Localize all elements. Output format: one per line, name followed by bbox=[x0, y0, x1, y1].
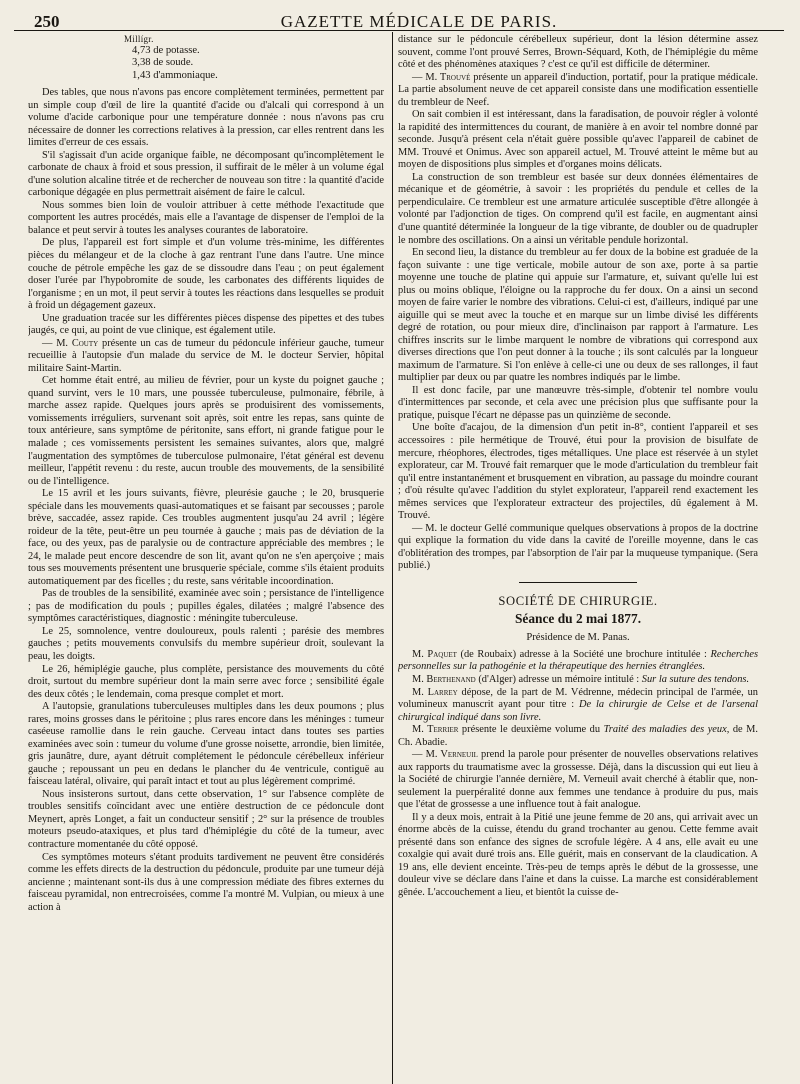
paragraph: La construction de son trembleur est basée sur deux données élémentaires de mécanique et de géométrie, à savoir : les propriétés du pendule et celles de la perpendiculaire. Ce trembleur est une armature articulée susceptible d'être allongée à volonté par l'adjonction de tiges. On comprend qu'il est facile, en augmentant ainsi d'une quantité déterminée la longueur de la tige vibrante, de doubler ou de quadrupler le nombre des oscillations. On a ainsi un véritable pendule horizontal. bbox=[398, 171, 758, 246]
speaker-name: M. Berthenand bbox=[412, 673, 476, 685]
paragraph: Nous insisterons surtout, dans cette observation, 1° sur l'absence complète de troubles sensitifs coïncidant avec une entière destruction de ce pédoncule dont Meynert, après Longet, a fait un conducteur sensitif ; 2° sur la présence de troubles moteurs pseudo-ataxiques, et plus tard d'hémiplégie du côté de la tumeur, avec contracture momentanée du côté opposé. bbox=[28, 788, 384, 850]
paragraph: — M. le docteur Gellé communique quelques observations à propos de la doctrine qui explique la formation du vide dans la cavité de l'oreille moyenne, dans le cas d'oblitération des trompes, par l'absorption de l'air par la muqueuse tympanique. (Sera publié.) bbox=[398, 522, 758, 572]
paragraph bbox=[398, 649, 758, 674]
paragraph: — M. Trouvé présente un appareil d'induction, portatif, pour la pratique médicale. La partie absolument neuve de cet appareil consiste dans une modification essentielle du trembleur de Neef. bbox=[398, 71, 758, 108]
paragraph: Nous sommes bien loin de vouloir attribuer à cette méthode l'exactitude que comportent les autres procédés, mais elle a l'avantage de dispenser de l'emploi de la balance et peut servir à toutes les analyses courantes de laboratoire. bbox=[28, 199, 384, 236]
speaker-name: M. Verneuil bbox=[425, 749, 478, 761]
paragraph-text: de M. Ch. Abadie. bbox=[398, 724, 758, 748]
paragraph bbox=[398, 674, 758, 687]
journal-title: GAZETTE MÉDICALE DE PARIS. bbox=[280, 12, 558, 31]
paragraph: Il est donc facile, par une manœuvre très-simple, d'obtenir tel nombre voulu d'intermittences par seconde, et cela avec une précision plus que suffisante pour la pratique, puisque l'écart ne dépasse pas un quinzième de seconde. bbox=[398, 384, 758, 421]
analysis-table bbox=[124, 34, 384, 82]
table-row: 1,43 d'ammoniaque. bbox=[132, 69, 218, 81]
paragraph: Pas de troubles de la sensibilité, examinée avec soin ; persistance de l'intelligence ; pas de modification du pouls ; pupilles égales, dilatées ; malgré l'absence des symptômes caractéristiques, diagnostic : méningite tuberculeuse. bbox=[28, 588, 384, 625]
right-column bbox=[398, 34, 758, 1082]
work-title: Traité des maladies des yeux, bbox=[603, 724, 730, 736]
paragraph: En second lieu, la distance du trembleur au fer doux de la bobine est graduée de la façon suivante : une tige verticale, mobile autour de son axe, porte à sa partie moyenne une touche de platine qui appuie sur l'armature, et, suivant qu'elle lui est plus ou moins oblique, l'éloigne ou la rapproche du fer doux. On a ainsi un second moyen de faire varier le nombre des vibrations. Celui-ci est, d'ailleurs, indiqué par une aiguille qui se meut avec la touche et en marque sur un limbe divisé les différents degré de rotation, ou pour mieux dire, d'inclinaison par rapport à l'armature. Les chiffres inscrits sur le limbe marquent le nombre de vibrations qui correspond aux diverses directions que l'on peut donner à la touche ; ils sont calculés par la longueur maximum de l'armature. Si l'on enlève à celle-ci une ou deux de ses rallonges, il faut multiplier par deux ou par quatre les nombres indiqués par le limbe. bbox=[398, 247, 758, 384]
paragraph-text: présente un cas de tumeur du pédoncule inférieur gauche, tumeur recueillie à l'autopsie d'un malade du service de M. le docteur Servier, hôpital militaire Saint-Martin. bbox=[28, 337, 384, 374]
column-divider bbox=[392, 32, 393, 1084]
paragraph: S'il s'agissait d'un acide organique faible, ne décomposant qu'incomplètement le carbonate de chaux à froid et sous pression, il suffirait de le mêler à un volume égal d'une solution alcaline titrée et de rechercher de nouveau son titre : la quantité d'acide carbonique dégagée en plus permettrait aisément de faire le calcul. bbox=[28, 149, 384, 199]
presidency-line: Présidence de M. Panas. bbox=[526, 632, 630, 644]
paragraph-text: communique quelques observations à propos de la doctrine qui explique la formation du vide dans la cavité de l'oreille moyenne, dans le cas d'oblitération des trompes, par l'absorption de l'air par la muqueuse tympanique. (Sera publié.) bbox=[398, 522, 758, 572]
paragraph-text: (de Roubaix) adresse à la Société une brochure intitulée : bbox=[456, 648, 711, 660]
table-row: 4,73 de potasse. bbox=[132, 44, 200, 56]
speaker-name: M. Paquet bbox=[412, 648, 457, 660]
work-title: Sur la suture des tendons. bbox=[641, 673, 750, 685]
header-rule bbox=[14, 30, 784, 31]
paragraph: Il y a deux mois, entrait à la Pitié une jeune femme de 20 ans, qui arrivait avec un énorme abcès de la cuisse, étendu du grand trochanter au genou. Cette femme avait présenté dans son enfance des signes de scrofule légère. A 4 ans, elle avait eu une coxalgie qui avait duré trois ans. Elle guérit, mais en conservant de la claudication. A 19 ans, elle devient enceinte. Très-peu de temps après le début de la grossesse, une douleur vive se déclare dans l'aine et dans la cuisse. La marche est considérablement gênée. L'accouchement a lieu, et bientôt la cuisse de- bbox=[398, 811, 758, 898]
speaker-name: M. le docteur Gellé bbox=[425, 522, 507, 534]
paragraph-text: dépose, de la part de M. Védrenne, médecin principal de l'armée, un volumineux manuscrit ayant pour titre : bbox=[398, 686, 758, 711]
paragraph-text: présente le deuxième volume du bbox=[458, 724, 604, 736]
paragraph: De plus, l'appareil est fort simple et d'un volume très-minime, les différentes pièces du mélangeur et de la cloche à gaz rentrant l'une dans l'autre. Une mince couche de pétrole empêche les gaz de se dissoudre dans l'eau ; on peut également doser l'urée par l'hypobromite de soude, les carbonates des différents liquides de l'organisme ; en un mot, il peut servir à toutes les réactions dans lesquelles se produit à froid un dégagement gazeux. bbox=[28, 237, 384, 312]
paragraph bbox=[398, 724, 758, 749]
speaker-name: M. Larrey bbox=[412, 686, 458, 698]
paragraph: Cet homme était entré, au milieu de février, pour un kyste du poignet gauche ; quand survint, vers le 10 mars, une poussée tuberculeuse, pulmonaire, fébrile, à marche assez rapide. Quelques jours après se produisirent des vomissements, vomissements irréguliers, survenant soit après, soit entre les repas, sans quinte de toux antérieure, sans symptôme de péritonite, sans effort, ni grande fatigue pour le malade ; ces vomissements persistent les semaines suivantes, alors que, malgré l'augmentation des symptômes de tuberculose pulmonaire, l'état général est devenu meilleur, l'appétit revenu : du reste, aucun trouble des mouvements, de la sensibilité ou de l'intelligence. bbox=[28, 375, 384, 487]
society-heading: SOCIÉTÉ DE CHIRURGIE. bbox=[498, 593, 658, 608]
table-row: 3,38 de soude. bbox=[132, 57, 194, 69]
paragraph: On sait combien il est intéressant, dans la faradisation, de pouvoir régler à volonté la rapidité des intermittences du courant, de manière à en avoir tel nombre donné par seconde. Jusqu'à présent cela n'était guère possible qu'avec l'appareil de cabinet de MM. Trouvé et Onimus. Avec son appareil actuel, M. Trouvé atteint le même but au moyen de dispositions plus simples et d'organes moins délicats. bbox=[398, 109, 758, 171]
paragraph-text: prend la parole pour présenter de nouvelles observations relatives aux rapports du traumatisme avec la grossesse. Déjà, dans la discussion qui eut lieu à la Société de chirurgie l'année dernière, M. Verneuil avait cherché à établir que, non-seulement la puerpéralité donne aux femmes une tendance à produire du pus, mais que l'état de grossesse a une influence tout à fait analogue. bbox=[398, 749, 758, 811]
paragraph: A l'autopsie, granulations tuberculeuses multiples dans les deux poumons ; plus rares, moins grosses dans le péritoine ; plus rares encore dans les méninges : tumeur caséeuse ramollie dans le rein gauche. Cerveau intact dans toutes ses parties examinées avec soin : tumeur du volume d'une grosse noisette, arrondie, bien limitée, gris jaunâtre, dure, ayant détruit complétement le pédoncule cérébelleux inférieur gauche ; repoussant un peu en dedans le plancher du 4e ventricule, contiguë au faisceau latéral, olivaire, qui paraît intact et tout au plus légèrement comprimé. bbox=[28, 701, 384, 788]
work-title: Recherches personnelles sur la pathogénie et la thérapeutique des hernies étranglées. bbox=[398, 648, 758, 673]
paragraph bbox=[398, 687, 758, 725]
session-heading: Séance du 2 mai 1877. bbox=[514, 611, 642, 627]
speaker-name: M. Trouvé bbox=[425, 71, 471, 83]
paragraph: Une boîte d'acajou, de la dimension d'un petit in-8°, contient l'appareil et ses accessoires : pile hermétique de Trouvé, étui pour la provision de bisulfate de mercure, rhéophores, électrodes, tiges métalliques. Une place est réservée à un stylet explorateur, car M. Trouvé fait remarquer que le mode d'articulation du trembleur fait qu'il entre instantanément et brusquement en vibration, au passage du moindre courant ; d'où résulte qu'avec l'addition du stylet explorateur, l'appareil rend exactement les mêmes services que l'explorateur extracteur des projectiles, dû également à M. Trouvé. bbox=[398, 422, 758, 522]
paragraph: distance sur le pédoncule cérébelleux supérieur, dont la lésion détermine assez souvent, comme l'ont prouvé Serres, Brown-Séquard, Koth, de l'hémiplégie du même côté et des phénomènes ataxiques ? c'est ce qu'il est difficile de déterminer. bbox=[398, 34, 758, 71]
paragraph: Le 25, somnolence, ventre douloureux, pouls ralenti ; parésie des membres gauches ; petits mouvements convulsifs du membre supérieur droit, soulevant la peau, les doigts. bbox=[28, 625, 384, 663]
section-separator bbox=[519, 582, 637, 584]
paragraph: — M. Verneuil prend la parole pour présenter de nouvelles observations relatives aux rapports du traumatisme avec la grossesse. Déjà, dans la discussion qui eut lieu à la Société de chirurgie l'année dernière, M. Verneuil avait cherché à établir que, non-seulement la puerpéralité donne aux femmes une tendance à produire du pus, mais que l'état de grossesse a une influence tout à fait analogue. bbox=[398, 749, 758, 811]
table-unit: Millígr. bbox=[124, 34, 154, 44]
paragraph-text: présente un appareil d'induction, portatif, pour la pratique médicale. La partie absolument neuve de cet appareil consiste dans une modification essentielle du trembleur de Neef. bbox=[398, 71, 758, 108]
paragraph: — M. Couty présente un cas de tumeur du pédoncule inférieur gauche, tumeur recueillie à l'autopsie d'un malade du service de M. le docteur Servier, hôpital militaire Saint-Martin. bbox=[28, 337, 384, 374]
paragraph-text: (d'Alger) adresse un mémoire intitulé : bbox=[475, 673, 642, 685]
speaker-name: M. Couty bbox=[56, 337, 99, 349]
paragraph: Le 26, hémiplégie gauche, plus complète, persistance des mouvements du côté droit, surtout du membre supérieur dont la main serre avec force ; sensibilité égale des deux côtés ; le lendemain, coma presque complet et mort. bbox=[28, 663, 384, 700]
page-header bbox=[14, 4, 784, 30]
paragraph: Des tables, que nous n'avons pas encore complètement terminées, permettent par un simple coup d'œil de lire la quantité d'acide ou d'alcali qui correspond à un volume d'acide carbonique pour une température donnée : nous n'avons pas cru nécessaire de donner les corrections relatives à la pression, car elles rentrent dans les limites d'erreur de ces essais. bbox=[28, 87, 384, 149]
speaker-name: M. Terrier bbox=[412, 724, 459, 736]
paragraph: Ces symptômes moteurs s'étant produits tardivement ne peuvent être considérés comme les effets directs de la destruction du pédoncule, produite par une tumeur déjà ancienne ; maintenant sont-ils dus à une compression médiate des fibres externes du faisceau pyramidal, non entrecroisées, comme l'a montré M. Vulpian, ou mieux à une action à bbox=[28, 851, 384, 913]
left-column bbox=[28, 34, 384, 1082]
paragraph: Une graduation tracée sur les différentes pièces dispense des pipettes et des tubes jaugés, ce qui, au point de vue clinique, est également utile. bbox=[28, 312, 384, 337]
work-title: De la chirurgie de Celse et de l'arsenal chirurgical indiqué dans son livre. bbox=[398, 699, 758, 723]
page-number: 250 bbox=[34, 12, 60, 31]
paragraph: Le 15 avril et les jours suivants, fièvre, pleurésie gauche ; le 20, brusquerie spéciale dans les mouvements quasi-automatiques et se faisant par secousses ; parole brève, saccadée, assez rapide. Ces troubles augmentent jusqu'au 24 avril ; légère roideur de la tête, peut-être un peu tournée à gauche ; mais pas de déviation de la face, ou des yeux, pas de paralysie ou de contracture appréciable des membres ; le 24, le malade peut encore descendre de son lit, avant qu'on ne s'en aperçoive ; mais tous ses mouvements présentent une brusquerie spéciale, comme s'ils étaient produits automatiquement par des ficelles ; du reste, sans véritable incoordination. bbox=[28, 488, 384, 587]
